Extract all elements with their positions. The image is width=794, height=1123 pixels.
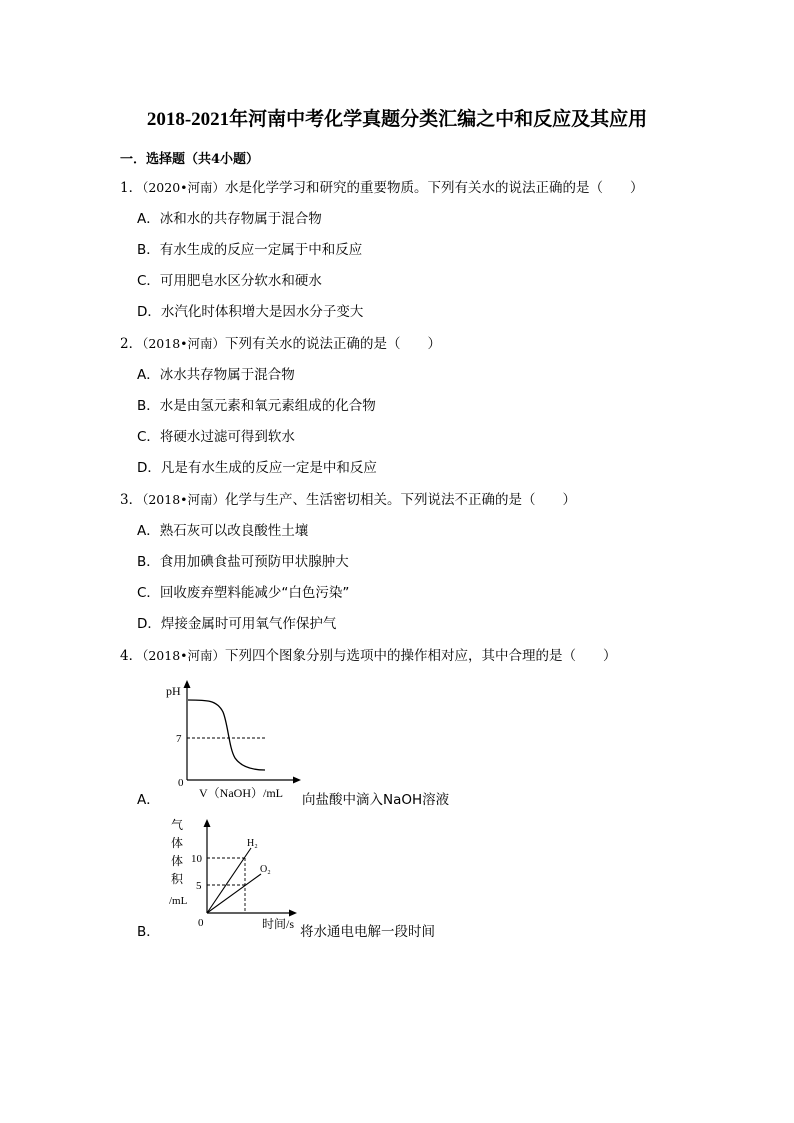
q4-option-b-caption: 将水通电电解一段时间 [300,924,435,940]
y-label-unit: /mL [169,895,188,907]
q4-option-a-letter: A． [137,792,160,808]
question-number: 3． [120,492,143,508]
question-3 [120,488,576,508]
y-label-char-4: 积 [171,872,184,886]
origin-label: 0 [178,777,184,789]
o2-line [207,874,261,913]
q4-option-b-letter: B． [137,924,160,940]
question-stem: 水是化学学习和研究的重要物质。下列有关水的说法正确的是（ ） [225,180,644,196]
q1-option-a: A．冰和水的共存物属于混合物 [137,211,322,227]
question-number: 4． [120,648,143,664]
tick-10-label: 10 [191,853,202,865]
x-axis-label: V（NaOH）/mL [199,786,283,800]
question-source: （2018•河南） [142,648,226,663]
q3-option-b: B．食用加碘食盐可预防甲状腺肿大 [137,554,349,570]
question-stem: 下列四个图象分别与选项中的操作相对应，其中合理的是（ ） [225,648,617,664]
tick-7-label: 7 [176,733,182,745]
x-axis-label: 时间/s [262,917,295,931]
q1-option-d: D．水汽化时体积增大是因水分子变大 [137,304,364,320]
q2-option-c: C．将硬水过滤可得到软水 [137,429,295,445]
y-axis-arrow [204,819,211,827]
o2-label: O₂ [260,864,271,875]
q2-option-b: B．水是由氢元素和氧元素组成的化合物 [137,398,376,414]
y-axis-label: pH [166,684,181,698]
gas-volume-graph [165,815,305,940]
x-axis-arrow [293,777,301,784]
question-source: （2020•河南） [142,180,226,195]
question-1 [120,176,644,196]
q3-option-c: C．回收废弃塑料能减少“白色污染” [137,585,350,601]
question-source: （2018•河南） [142,336,226,351]
question-source: （2018•河南） [142,492,226,507]
page-title: 2018-2021年河南中考化学真题分类汇编之中和反应及其应用 [146,109,648,130]
ph-curve [188,700,265,770]
x-axis-arrow [289,910,297,917]
h2-label: H₂ [247,838,258,849]
q4-option-a-caption: 向盐酸中滴入NaOH溶液 [302,792,450,808]
q1-option-b: B．有水生成的反应一定属于中和反应 [137,242,363,258]
q2-option-d: D．凡是有水生成的反应一定是中和反应 [137,460,377,476]
y-axis-arrow [184,680,191,688]
y-label-char-1: 气 [171,818,184,832]
q2-option-a: A．冰水共存物属于混合物 [137,367,295,383]
question-stem: 下列有关水的说法正确的是（ ） [225,336,442,352]
y-label-char-2: 体 [171,836,184,850]
question-number: 2． [120,336,143,352]
question-number: 1． [120,180,143,196]
y-label-char-3: 体 [171,854,184,868]
q1-option-c: C．可用肥皂水区分软水和硬水 [137,273,322,289]
ph-curve-graph [155,676,315,806]
tick-5-label: 5 [196,880,202,892]
origin-label: 0 [198,917,204,929]
question-4 [120,644,617,664]
q3-option-d: D．焊接金属时可用氧气作保护气 [137,616,337,632]
question-2 [120,332,441,352]
q3-option-a: A．熟石灰可以改良酸性土壤 [137,523,309,539]
section-heading: 一．选择题（共4小题） [120,152,260,167]
question-stem: 化学与生产、生活密切相关。下列说法不正确的是（ ） [225,492,577,508]
